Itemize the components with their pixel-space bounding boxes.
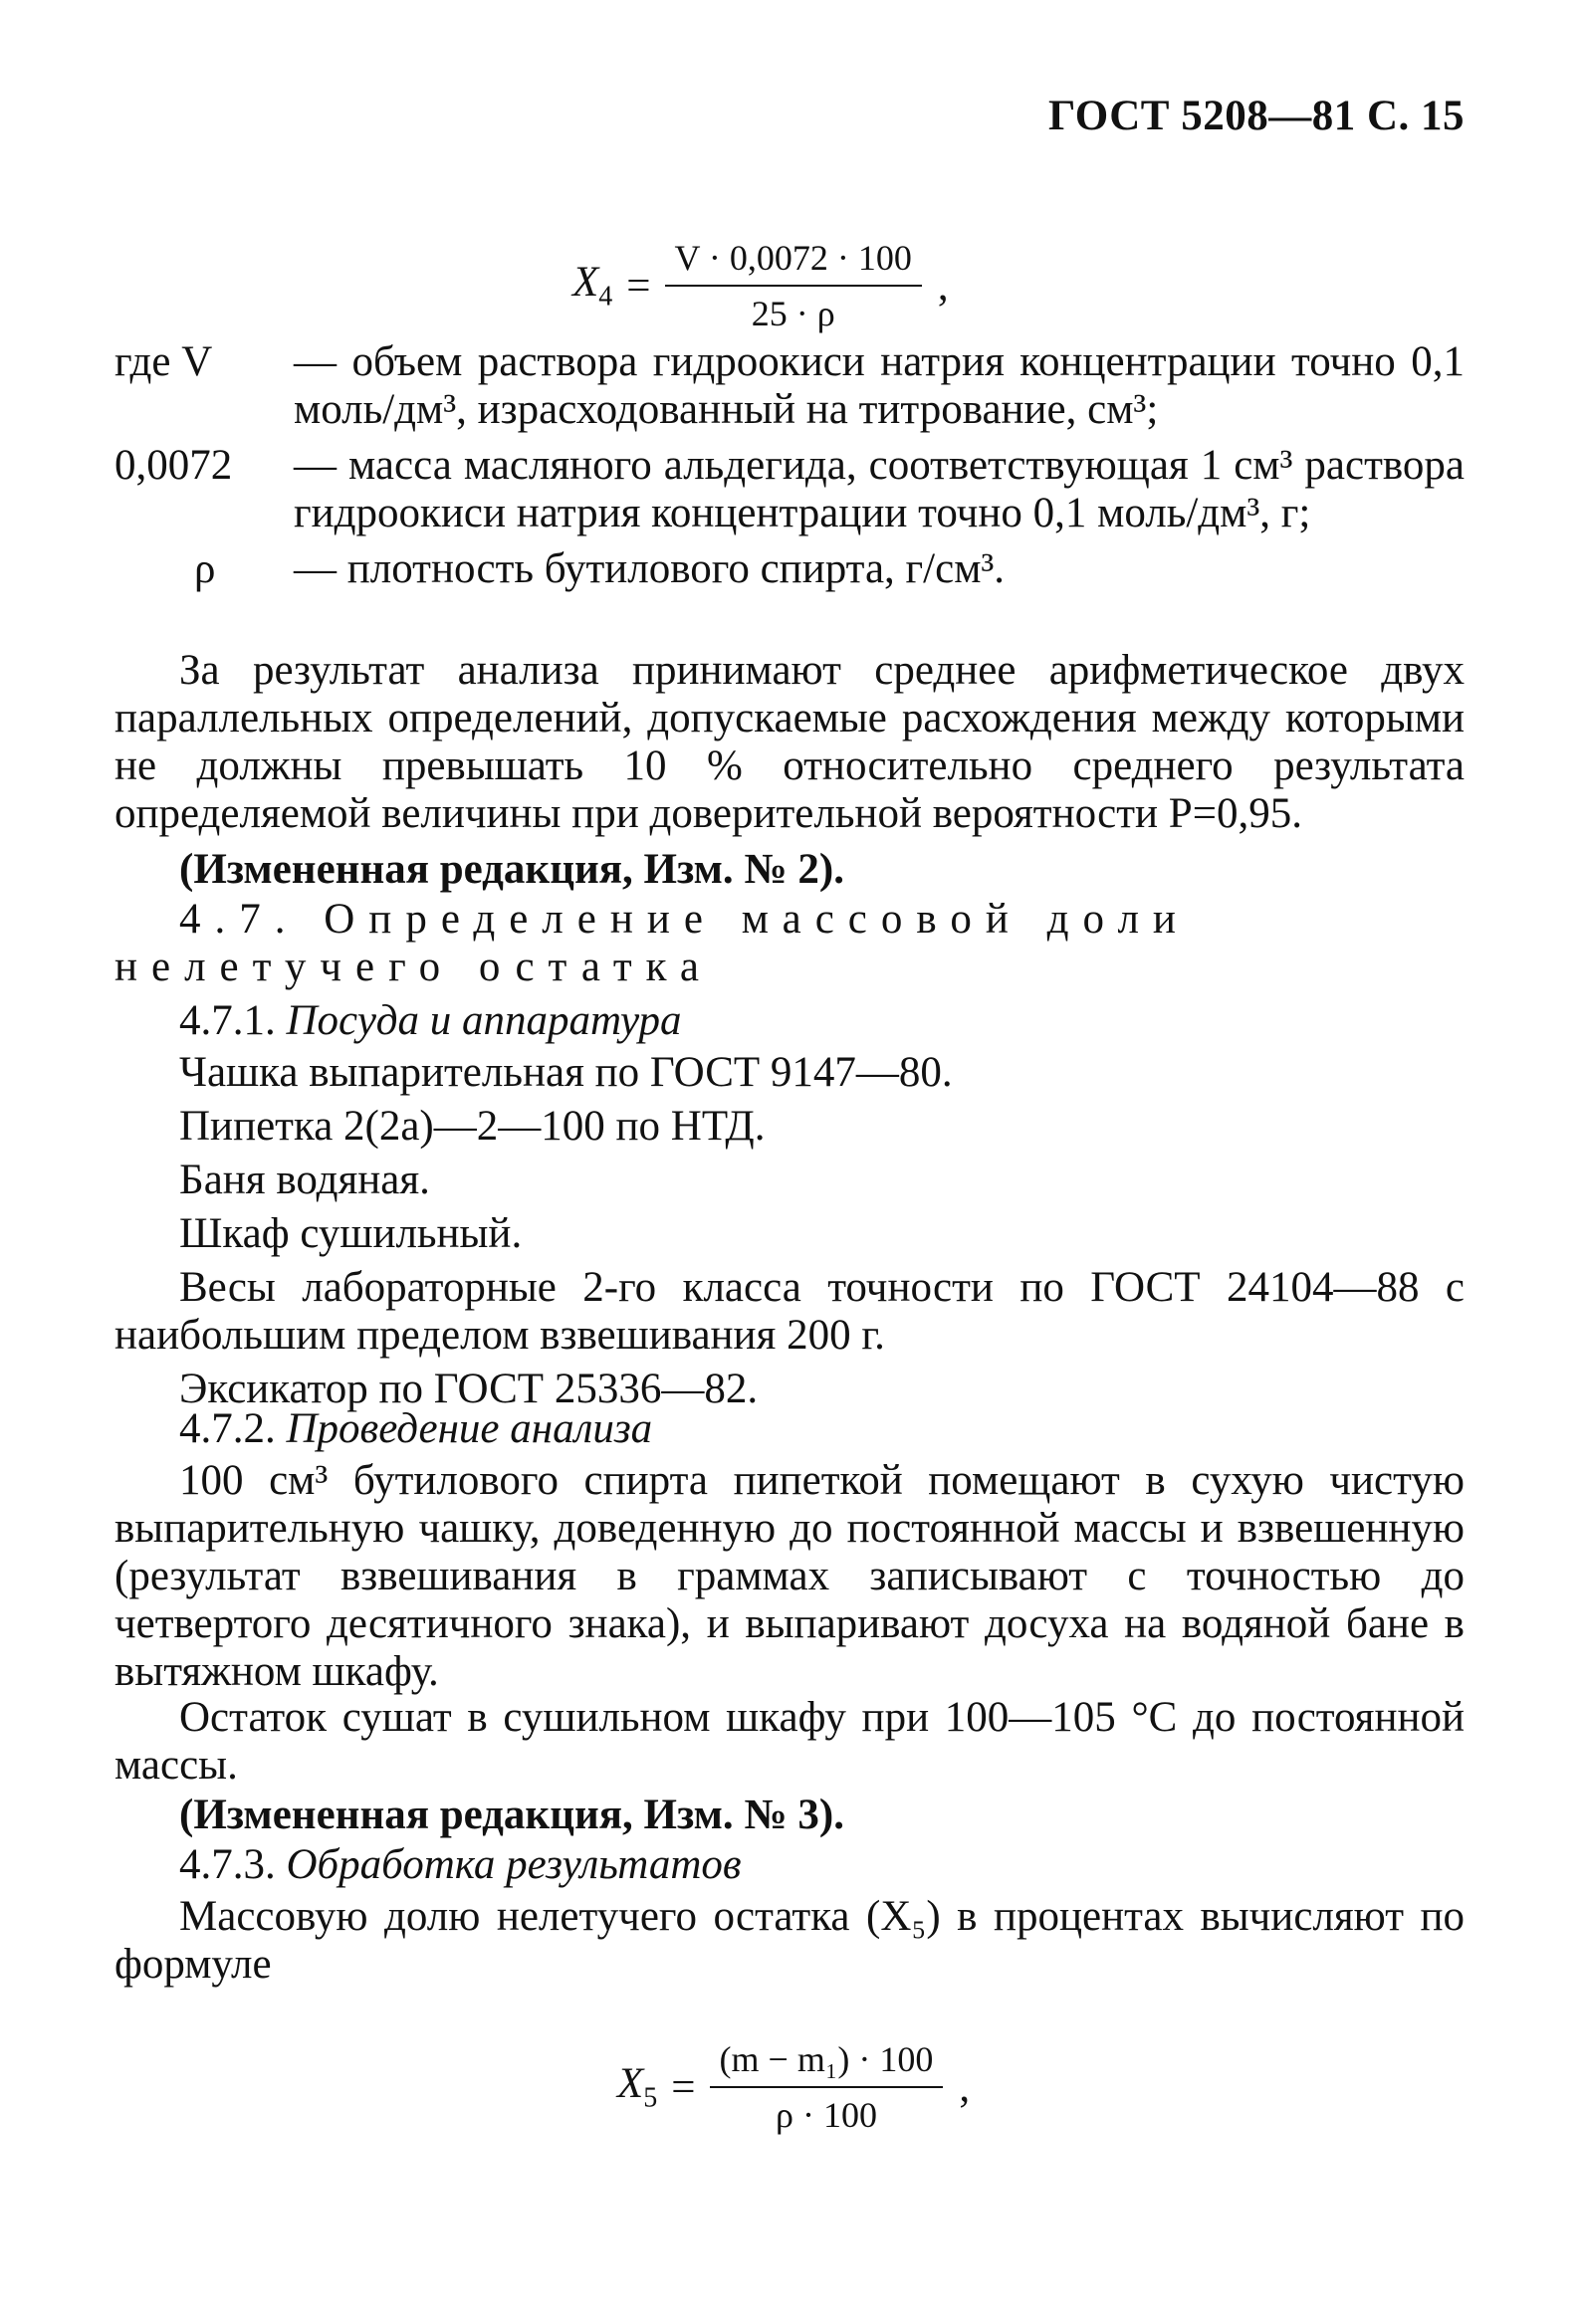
definition-row bbox=[114, 442, 1465, 537]
section-4-7-3-heading: 4.7.3. Обработка результатов bbox=[179, 1841, 742, 1888]
formula-x4-tail: , bbox=[937, 262, 949, 310]
definition-desc: — масса масляного альдегида, соответствующая 1 см³ раствора гидроокиси натрия концентрации точно 0,1 моль/дм³, г; bbox=[294, 442, 1465, 536]
definition-term: ρ bbox=[194, 545, 216, 592]
section-4-7-2-heading: 4.7.2. Проведение анализа bbox=[179, 1405, 653, 1452]
formula-x4-fraction bbox=[665, 237, 922, 334]
equipment-item: Шкаф сушильный. bbox=[179, 1210, 523, 1257]
equipment-item: Эксикатор по ГОСТ 25336—82. bbox=[179, 1366, 759, 1412]
formula-x4 bbox=[572, 237, 949, 334]
definition-desc: — плотность бутилового спирта, г/см³. bbox=[294, 545, 1006, 592]
definition-term: где V bbox=[114, 338, 213, 385]
drying-paragraph: Остаток сушат в сушильном шкафу при 100—105 °С до постоянной массы. bbox=[114, 1694, 1465, 1789]
formula-x4-lhs: $X_4$ bbox=[572, 259, 613, 313]
equipment-item: Чашка выпарительная по ГОСТ 9147—80. bbox=[179, 1049, 953, 1096]
formula-x5-fraction bbox=[710, 2038, 944, 2136]
section-4-7-heading: 4.7. Определение массовой доли нелетучего остатка bbox=[114, 896, 1190, 990]
equipment-item: Весы лабораторные 2-го класса точности по ГОСТ 24104—88 с наибольшим пределом взвешивания 200 г. bbox=[114, 1264, 1465, 1359]
formula-x4-numerator: V · 0,0072 · 100 bbox=[665, 237, 922, 287]
formula-x4-denominator: 25 · ρ bbox=[751, 294, 835, 333]
equipment-item: Пипетка 2(2а)—2—100 по НТД. bbox=[179, 1103, 766, 1150]
definition-row bbox=[114, 338, 1465, 434]
page-header: ГОСТ 5208—81 С. 15 bbox=[1047, 93, 1465, 139]
formula-x4-eq: = bbox=[626, 262, 651, 310]
section-4-7-1-heading: 4.7.1. Посуда и аппаратура bbox=[179, 997, 682, 1044]
analysis-paragraph: 100 см³ бутилового спирта пипеткой помещают в сухую чистую выпарительную чашку, доведенную до постоянной массы и взвешенную (результат взвешивания в граммах записывают с точностью до четвертого десятичного знака), и выпаривают досуха на водяной бане в вытяжном шкафу. bbox=[114, 1457, 1465, 1695]
definition-term: 0,0072 bbox=[114, 442, 233, 489]
formula-x5-numerator: (m − m₁) · 100 bbox=[710, 2038, 944, 2088]
equipment-item: Баня водяная. bbox=[179, 1157, 430, 1203]
formula-x5-eq: = bbox=[671, 2063, 696, 2111]
calculation-paragraph: Массовую долю нелетучего остатка (X₅) в процентах вычисляют по формуле bbox=[114, 1893, 1465, 1988]
result-paragraph: За результат анализа принимают среднее арифметическое двух параллельных определений, допускаемые расхождения между которыми не должны превышать 10 % относительно среднего результата определяемой величины при доверительной вероятности P=0,95. bbox=[114, 647, 1465, 837]
formula-x5 bbox=[617, 2038, 970, 2136]
equipment-list bbox=[114, 1049, 1465, 1413]
variable-definitions bbox=[114, 338, 1465, 593]
amendment-note-3: (Измененная редакция, Изм. № 3). bbox=[179, 1792, 844, 1838]
amendment-note-2: (Измененная редакция, Изм. № 2). bbox=[179, 846, 844, 893]
definition-row bbox=[114, 545, 1465, 593]
formula-x5-tail: , bbox=[959, 2063, 971, 2111]
formula-x5-lhs: $X_5$ bbox=[617, 2060, 658, 2114]
definition-desc: — объем раствора гидроокиси натрия концентрации точно 0,1 моль/дм³, израсходованный на титрование, см³; bbox=[294, 338, 1465, 433]
formula-x5-denominator: ρ · 100 bbox=[775, 2095, 877, 2135]
